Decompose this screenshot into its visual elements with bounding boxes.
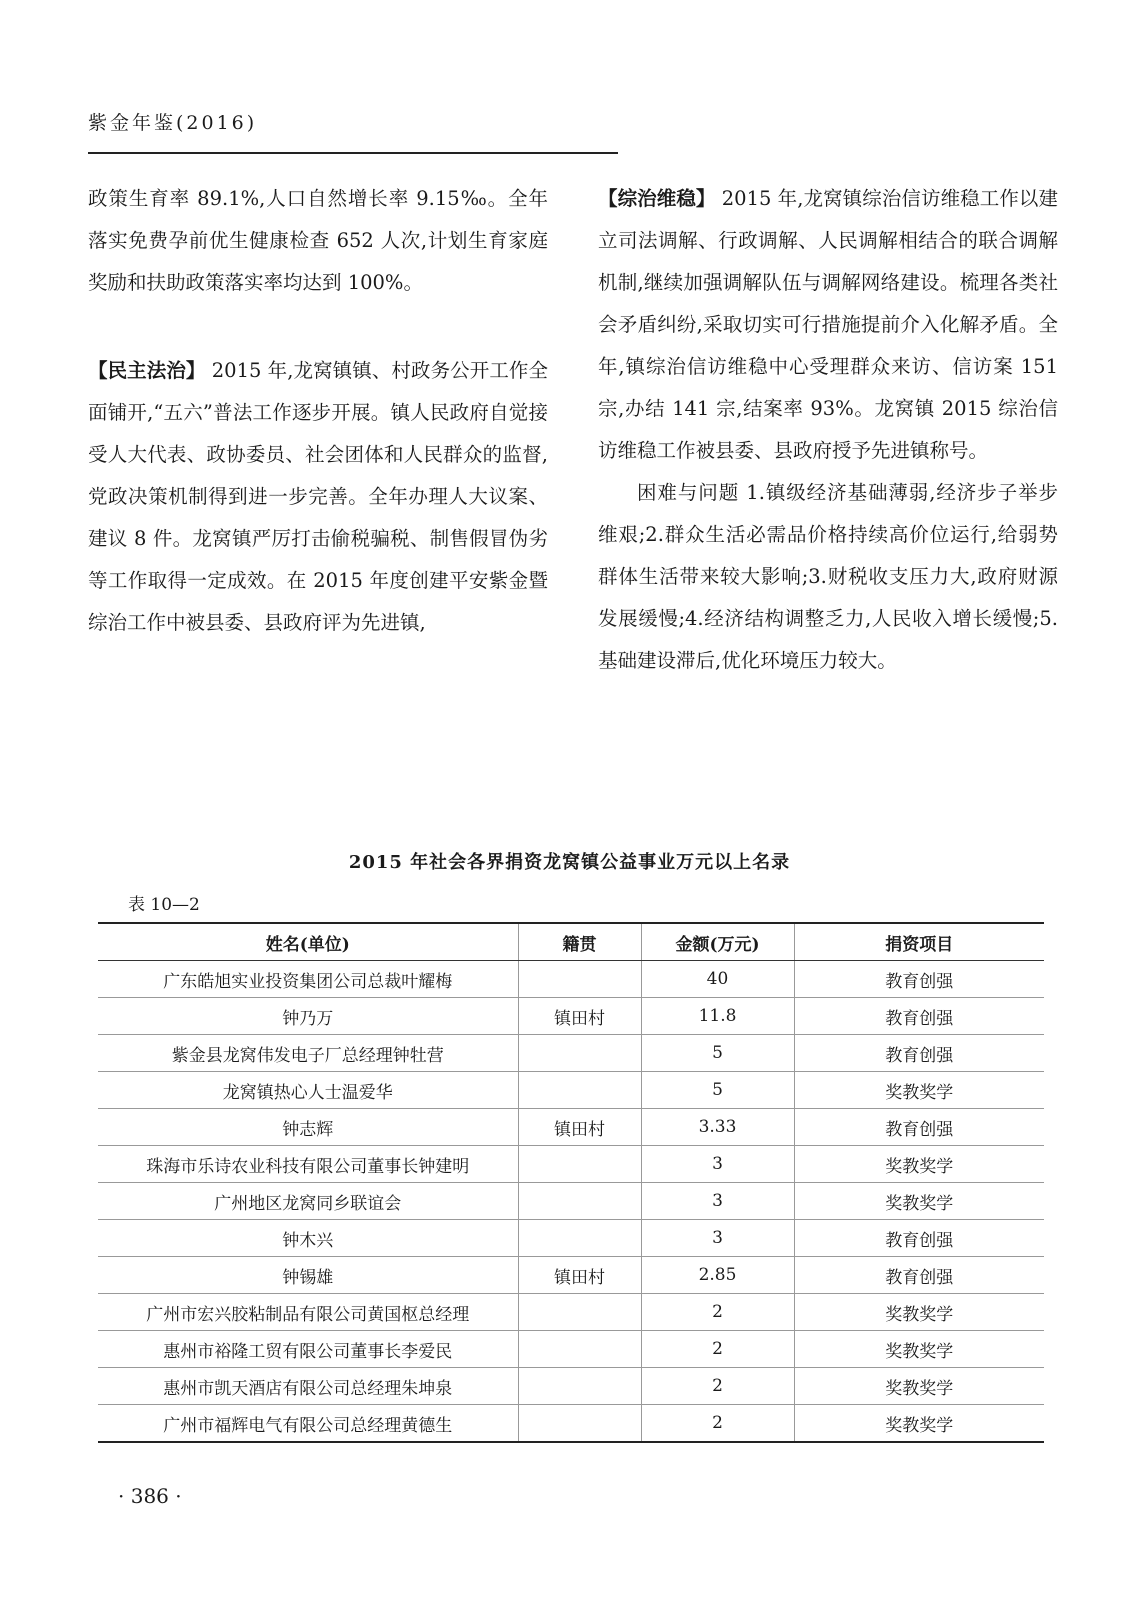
- cell-amount: 2: [641, 1331, 794, 1368]
- cell-amount: 3.33: [641, 1109, 794, 1146]
- cell-project: 奖教奖学: [794, 1072, 1044, 1109]
- cell-origin: [518, 1368, 641, 1405]
- donor-table: [98, 922, 1044, 1443]
- table-number: 表 10—2: [128, 895, 200, 915]
- cell-project: 奖教奖学: [794, 1146, 1044, 1183]
- right-column: [598, 178, 1058, 682]
- table-row: [98, 1146, 1044, 1183]
- table-row: [98, 961, 1044, 998]
- column-header-amount: 金额(万元): [641, 923, 794, 961]
- cell-project: 教育创强: [794, 961, 1044, 998]
- running-header: 紫金年鉴(2016): [88, 112, 258, 134]
- left-column: [88, 178, 548, 644]
- cell-name: 广州市宏兴胶粘制品有限公司黄国枢总经理: [98, 1294, 518, 1331]
- cell-name: 广州地区龙窝同乡联谊会: [98, 1183, 518, 1220]
- cell-project: 奖教奖学: [794, 1405, 1044, 1443]
- column-header-origin: 籍贯: [518, 923, 641, 961]
- cell-name: 广东皓旭实业投资集团公司总裁叶耀梅: [98, 961, 518, 998]
- cell-name: 惠州市凯天酒店有限公司总经理朱坤泉: [98, 1368, 518, 1405]
- cell-project: 教育创强: [794, 1220, 1044, 1257]
- cell-project: 教育创强: [794, 1109, 1044, 1146]
- cell-project: 奖教奖学: [794, 1368, 1044, 1405]
- table-row: [98, 998, 1044, 1035]
- cell-name: 紫金县龙窝伟发电子厂总经理钟牡营: [98, 1035, 518, 1072]
- cell-amount: 2: [641, 1368, 794, 1405]
- cell-amount: 40: [641, 961, 794, 998]
- cell-name: 广州市福辉电气有限公司总经理黄德生: [98, 1405, 518, 1443]
- difficulties-text: 1.镇级经济基础薄弱,经济步子举步维艰;2.群众生活必需品价格持续高价位运行,给弱势群体生活带来较大影响;3.财税收支压力大,政府财源发展缓慢;4.经济结构调整乏力,人民收入增长缓慢;5.基础建设滞后,优化环境压力较大。: [598, 481, 1058, 672]
- cell-project: 奖教奖学: [794, 1331, 1044, 1368]
- cell-amount: 3: [641, 1183, 794, 1220]
- difficulties-label: 困难与问题: [637, 481, 740, 504]
- table-row: [98, 1183, 1044, 1220]
- table-row: [98, 1405, 1044, 1443]
- cell-project: 奖教奖学: [794, 1294, 1044, 1331]
- page-number: · 386 ·: [118, 1484, 182, 1508]
- cell-origin: [518, 1146, 641, 1183]
- cell-project: 教育创强: [794, 1035, 1044, 1072]
- cell-origin: 镇田村: [518, 998, 641, 1035]
- section-text-stability: 2015 年,龙窝镇综治信访维稳工作以建立司法调解、行政调解、人民调解相结合的联合调解机制,继续加强调解队伍与调解网络建设。梳理各类社会矛盾纠纷,采取切实可行措施提前介入化解矛盾。全年,镇综治信访维稳中心受理群众来访、信访案 151 宗,办结 141 宗,结案率 93%。龙窝镇 2015 综治信访维稳工作被县委、县政府授予先进镇称号。: [598, 187, 1058, 462]
- paragraph-stability: [598, 178, 1058, 472]
- table-title: 2015 年社会各界捐资龙窝镇公益事业万元以上名录: [348, 852, 791, 873]
- cell-origin: [518, 1294, 641, 1331]
- section-keyword-democracy-law: 【民主法治】: [88, 359, 206, 382]
- table-row: [98, 1109, 1044, 1146]
- cell-amount: 2: [641, 1294, 794, 1331]
- cell-origin: [518, 1405, 641, 1443]
- cell-name: 钟志辉: [98, 1109, 518, 1146]
- cell-origin: [518, 1220, 641, 1257]
- paragraph-democracy-law: [88, 350, 548, 644]
- header-rule: [88, 152, 618, 154]
- cell-origin: [518, 1331, 641, 1368]
- column-header-project: 捐资项目: [794, 923, 1044, 961]
- cell-amount: 3: [641, 1220, 794, 1257]
- cell-origin: 镇田村: [518, 1109, 641, 1146]
- table-row: [98, 1220, 1044, 1257]
- table-row: [98, 1257, 1044, 1294]
- cell-amount: 2: [641, 1405, 794, 1443]
- cell-origin: [518, 1183, 641, 1220]
- cell-amount: 11.8: [641, 998, 794, 1035]
- paragraph-difficulties: [598, 472, 1058, 682]
- cell-origin: [518, 1035, 641, 1072]
- cell-amount: 5: [641, 1072, 794, 1109]
- cell-name: 钟乃万: [98, 998, 518, 1035]
- cell-amount: 5: [641, 1035, 794, 1072]
- cell-project: 教育创强: [794, 998, 1044, 1035]
- cell-project: 教育创强: [794, 1257, 1044, 1294]
- table-row: [98, 1331, 1044, 1368]
- cell-origin: 镇田村: [518, 1257, 641, 1294]
- table-header-row: [98, 923, 1044, 961]
- cell-amount: 3: [641, 1146, 794, 1183]
- cell-project: 奖教奖学: [794, 1183, 1044, 1220]
- column-header-name: 姓名(单位): [98, 923, 518, 961]
- section-keyword-stability: 【综治维稳】: [598, 187, 716, 210]
- cell-name: 珠海市乐诗农业科技有限公司董事长钟建明: [98, 1146, 518, 1183]
- table-row: [98, 1035, 1044, 1072]
- paragraph-family-planning: 政策生育率 89.1%,人口自然增长率 9.15‰。全年落实免费孕前优生健康检查 652 人次,计划生育家庭奖励和扶助政策落实率均达到 100%。: [88, 187, 548, 294]
- cell-origin: [518, 961, 641, 998]
- table-row: [98, 1294, 1044, 1331]
- table-row: [98, 1072, 1044, 1109]
- cell-origin: [518, 1072, 641, 1109]
- cell-name: 龙窝镇热心人士温爱华: [98, 1072, 518, 1109]
- cell-name: 钟木兴: [98, 1220, 518, 1257]
- table-row: [98, 1368, 1044, 1405]
- cell-name: 钟锡雄: [98, 1257, 518, 1294]
- section-text-democracy-law: 2015 年,龙窝镇镇、村政务公开工作全面铺开,“五六”普法工作逐步开展。镇人民政府自觉接受人大代表、政协委员、社会团体和人民群众的监督,党政决策机制得到进一步完善。全年办理人大议案、建议 8 件。龙窝镇严厉打击偷税骗税、制售假冒伪劣等工作取得一定成效。在 2015 年度创建平安紫金暨综治工作中被县委、县政府评为先进镇,: [88, 359, 548, 634]
- cell-amount: 2.85: [641, 1257, 794, 1294]
- cell-name: 惠州市裕隆工贸有限公司董事长李爱民: [98, 1331, 518, 1368]
